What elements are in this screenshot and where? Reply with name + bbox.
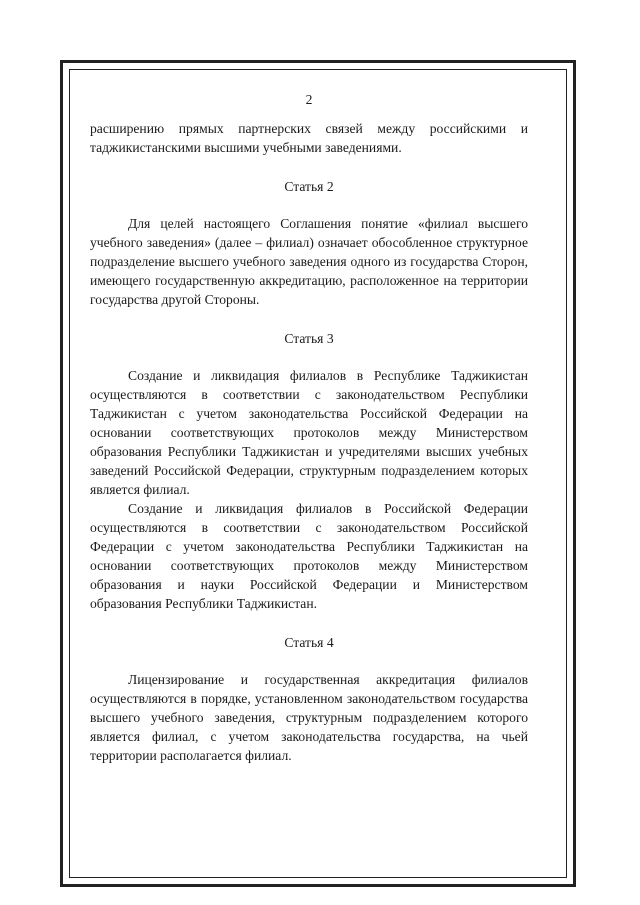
page-number: 2: [305, 92, 313, 107]
article-2-paragraph: Для целей настоящего Соглашения понятие «филиал высшего учебного заведения» (далее – филиал) означает обособленное структурное подразделение высшего учебного заведения одного из государства Сторон, имеющего государственную аккредитацию, расположенное на территории государства другой Стороны.: [90, 216, 528, 307]
article-3-paragraph-1: Создание и ликвидация филиалов в Республике Таджикистан осуществляются в соответствии с законодательством Республики Таджикистан с учетом законодательства Российской Федерации на основании соответствующих протоколов между Министерством образования Республики Таджикистан и учредителями высших учебных заведений Российской Федерации, структурным подразделением которых является филиал.: [90, 368, 528, 497]
article-4-paragraph: Лицензирование и государственная аккредитация филиалов осуществляются в порядке, установленном законодательством государства высшего учебного заведения, структурным подразделением которого является филиал, с учетом законодательства государства, на чьей территории располагается филиал.: [90, 672, 528, 763]
article-3-heading: Статья 3: [284, 331, 334, 346]
article-2-heading: Статья 2: [284, 179, 334, 194]
continuation-paragraph: расширению прямых партнерских связей между российскими и таджикистанскими высшими учебными заведениями.: [90, 121, 528, 155]
article-3-paragraph-2: Создание и ликвидация филиалов в Российской Федерации осуществляются в соответствии с законодательством Российской Федерации с учетом законодательства Республики Таджикистан на основании соответствующих протоколов между Министерством образования и науки Российской Федерации и Министерством образования Республики Таджикистан.: [90, 501, 528, 611]
document-body: [90, 90, 528, 765]
article-4-heading: Статья 4: [284, 635, 334, 650]
